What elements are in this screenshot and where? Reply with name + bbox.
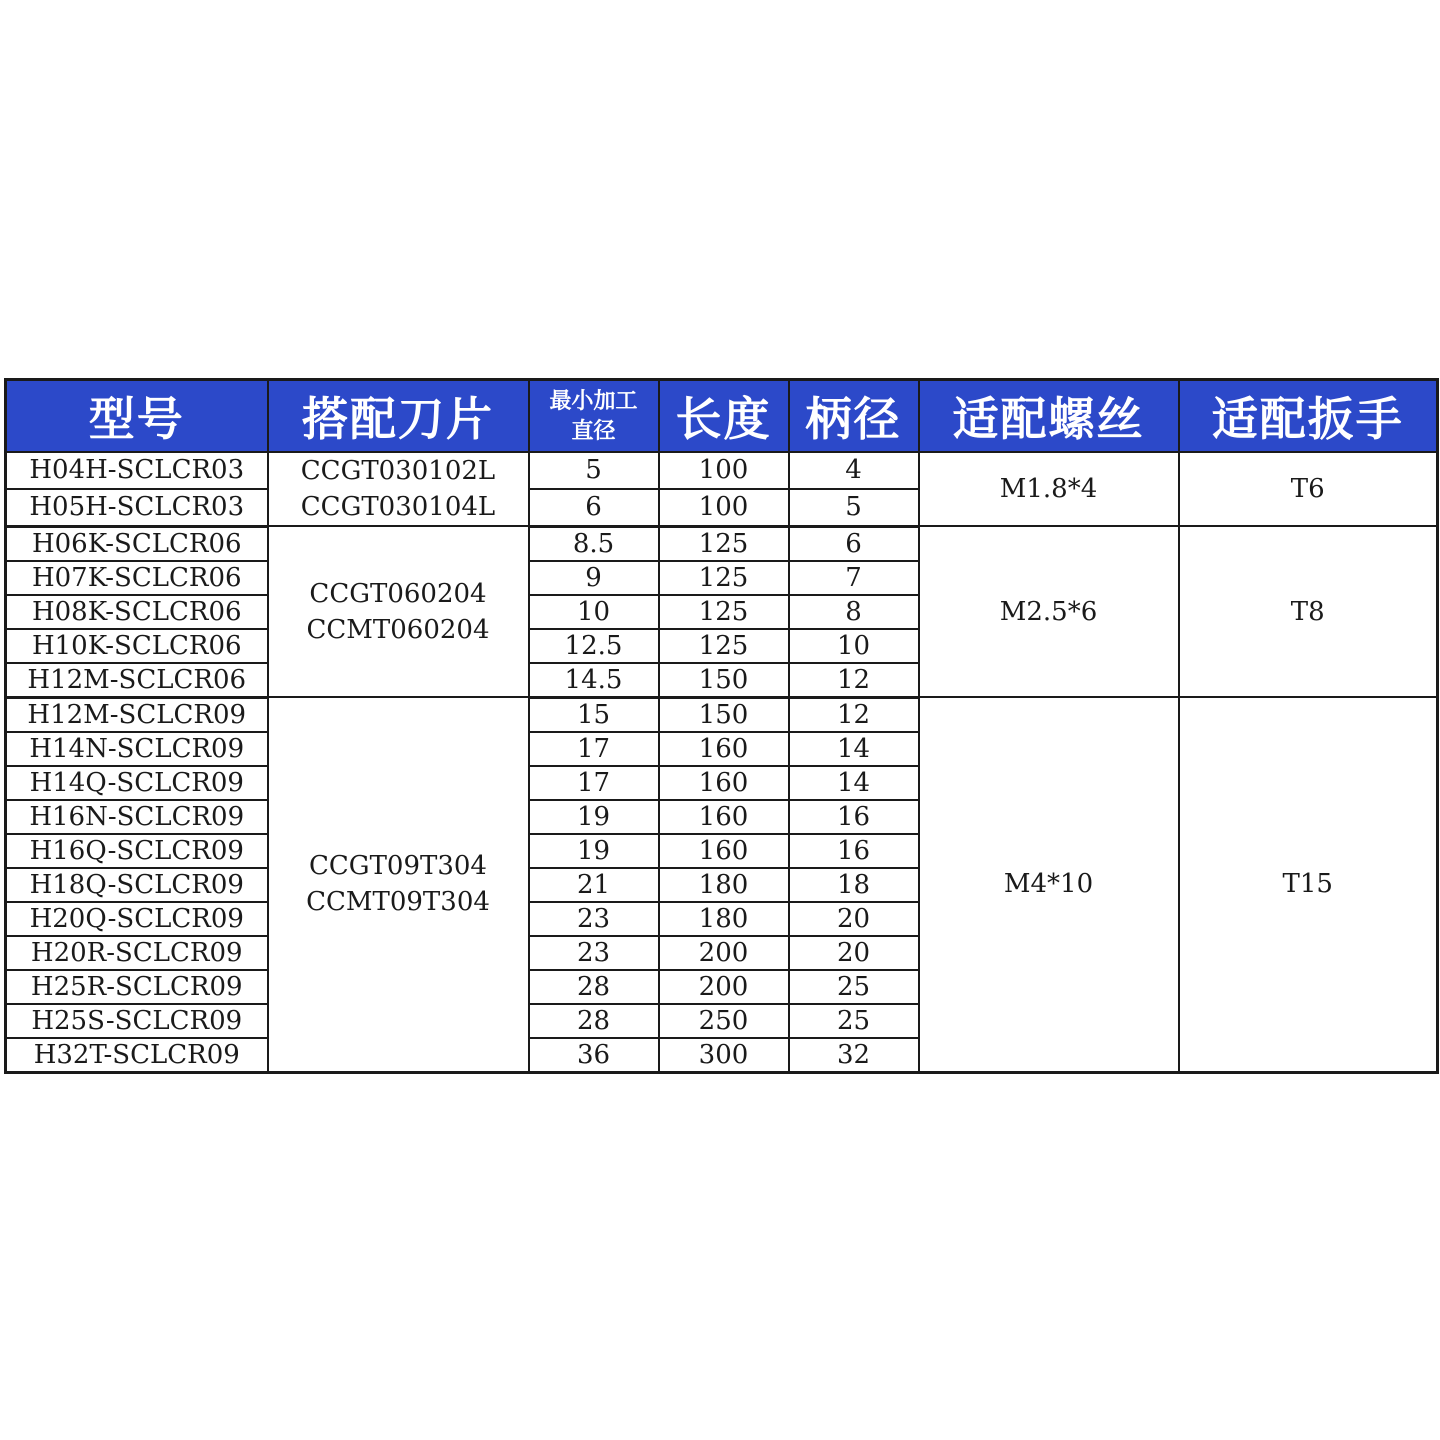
length-cell: 125 [659, 629, 789, 663]
min-diameter-cell: 17 [529, 732, 659, 766]
length-cell: 200 [659, 970, 789, 1004]
table-row [6, 452, 1438, 489]
screw-cell: M4*10 [919, 697, 1179, 1072]
model-cell: H05H-SCLCR03 [6, 489, 268, 526]
header-shank: 柄径 [789, 380, 919, 453]
header-length: 长度 [659, 380, 789, 453]
model-cell: H18Q-SCLCR09 [6, 868, 268, 902]
min-diameter-cell: 21 [529, 868, 659, 902]
shank-cell: 14 [789, 766, 919, 800]
length-cell: 150 [659, 697, 789, 732]
insert-code: CCGT030104L [300, 492, 496, 522]
min-diameter-cell: 28 [529, 1004, 659, 1038]
model-cell: H10K-SCLCR06 [6, 629, 268, 663]
shank-cell: 20 [789, 936, 919, 970]
model-cell: H12M-SCLCR09 [6, 697, 268, 732]
min-diameter-cell: 12.5 [529, 629, 659, 663]
model-cell: H20R-SCLCR09 [6, 936, 268, 970]
model-cell: H06K-SCLCR06 [6, 526, 268, 561]
shank-cell: 16 [789, 834, 919, 868]
min-diameter-cell: 8.5 [529, 526, 659, 561]
min-diameter-cell: 23 [529, 902, 659, 936]
insert-code: CCGT030102L [300, 456, 496, 486]
shank-cell: 25 [789, 1004, 919, 1038]
model-cell: H07K-SCLCR06 [6, 561, 268, 595]
spec-table [4, 378, 1439, 1074]
min-diameter-cell: 19 [529, 834, 659, 868]
screw-cell: M1.8*4 [919, 452, 1179, 526]
length-cell: 160 [659, 732, 789, 766]
min-diameter-cell: 9 [529, 561, 659, 595]
header-screw: 适配螺丝 [919, 380, 1179, 453]
shank-cell: 25 [789, 970, 919, 1004]
insert-code: CCGT060204 [309, 578, 487, 609]
table-row [6, 526, 1438, 561]
length-cell: 100 [659, 452, 789, 489]
shank-cell: 6 [789, 526, 919, 561]
length-cell: 125 [659, 595, 789, 629]
length-cell: 125 [659, 526, 789, 561]
model-cell: H12M-SCLCR06 [6, 663, 268, 698]
insert-code: CCMT09T304 [306, 887, 490, 918]
shank-cell: 14 [789, 732, 919, 766]
shank-cell: 32 [789, 1038, 919, 1073]
min-diameter-cell: 5 [529, 452, 659, 489]
header-wrench: 适配扳手 [1179, 380, 1438, 453]
length-cell: 180 [659, 902, 789, 936]
shank-cell: 5 [789, 489, 919, 526]
min-diameter-cell: 10 [529, 595, 659, 629]
table-body [6, 452, 1438, 1072]
insert-code: CCMT060204 [306, 614, 490, 645]
wrench-cell: T15 [1179, 697, 1438, 1072]
length-cell: 160 [659, 766, 789, 800]
header-min-diameter-line1: 最小加工 [549, 388, 638, 414]
model-cell: H25R-SCLCR09 [6, 970, 268, 1004]
shank-cell: 8 [789, 595, 919, 629]
header-insert: 搭配刀片 [268, 380, 529, 453]
screw-cell: M2.5*6 [919, 526, 1179, 697]
min-diameter-cell: 14.5 [529, 663, 659, 698]
length-cell: 150 [659, 663, 789, 698]
model-cell: H08K-SCLCR06 [6, 595, 268, 629]
length-cell: 200 [659, 936, 789, 970]
length-cell: 180 [659, 868, 789, 902]
model-cell: H25S-SCLCR09 [6, 1004, 268, 1038]
model-cell: H04H-SCLCR03 [6, 452, 268, 489]
length-cell: 300 [659, 1038, 789, 1073]
min-diameter-cell: 28 [529, 970, 659, 1004]
insert-cell [268, 526, 529, 697]
shank-cell: 16 [789, 800, 919, 834]
shank-cell: 7 [789, 561, 919, 595]
header-min-diameter [529, 380, 659, 453]
insert-code: CCGT09T304 [309, 851, 487, 882]
min-diameter-cell: 23 [529, 936, 659, 970]
length-cell: 160 [659, 800, 789, 834]
wrench-cell: T8 [1179, 526, 1438, 697]
min-diameter-cell: 15 [529, 697, 659, 732]
model-cell: H32T-SCLCR09 [6, 1038, 268, 1073]
insert-cell [268, 697, 529, 1072]
min-diameter-cell: 6 [529, 489, 659, 526]
header-min-diameter-line2: 直径 [571, 418, 616, 444]
model-cell: H16Q-SCLCR09 [6, 834, 268, 868]
insert-cell [268, 452, 529, 526]
model-cell: H14N-SCLCR09 [6, 732, 268, 766]
min-diameter-cell: 19 [529, 800, 659, 834]
shank-cell: 20 [789, 902, 919, 936]
min-diameter-cell: 36 [529, 1038, 659, 1073]
length-cell: 100 [659, 489, 789, 526]
shank-cell: 12 [789, 697, 919, 732]
length-cell: 160 [659, 834, 789, 868]
header-row [6, 380, 1438, 453]
length-cell: 250 [659, 1004, 789, 1038]
table-row [6, 697, 1438, 732]
shank-cell: 10 [789, 629, 919, 663]
shank-cell: 18 [789, 868, 919, 902]
wrench-cell: T6 [1179, 452, 1438, 526]
model-cell: H20Q-SCLCR09 [6, 902, 268, 936]
model-cell: H14Q-SCLCR09 [6, 766, 268, 800]
shank-cell: 12 [789, 663, 919, 698]
shank-cell: 4 [789, 452, 919, 489]
length-cell: 125 [659, 561, 789, 595]
header-model: 型号 [6, 380, 268, 453]
model-cell: H16N-SCLCR09 [6, 800, 268, 834]
min-diameter-cell: 17 [529, 766, 659, 800]
